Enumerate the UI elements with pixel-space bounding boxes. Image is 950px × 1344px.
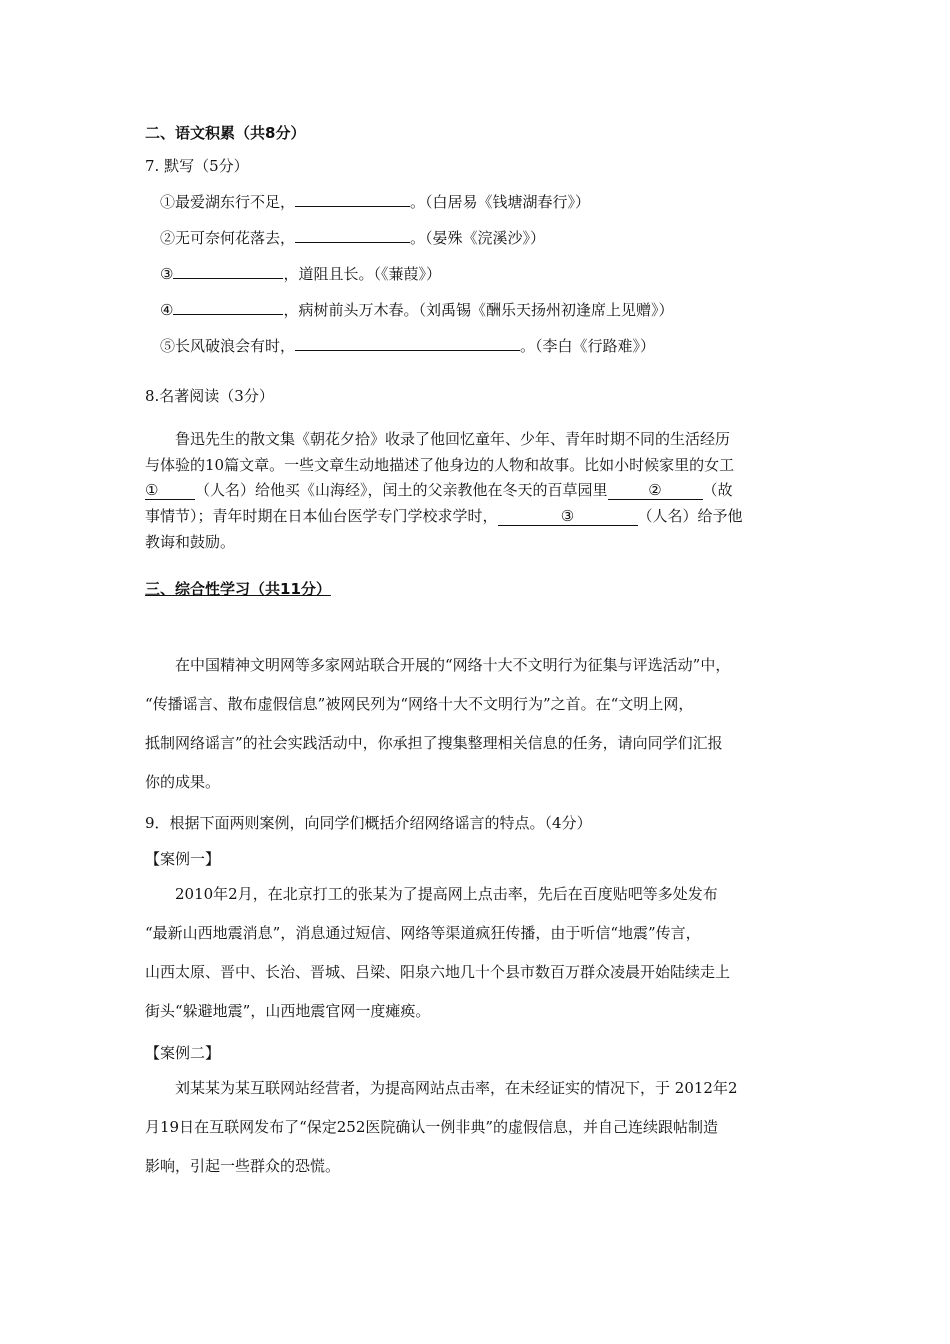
q8-line-4 <box>145 505 743 526</box>
case1-label: 【案例一】 <box>145 850 221 868</box>
q8-line-3-end: （故 <box>702 481 733 499</box>
intro-line-1: 在中国精神文明网等多家网站联合开展的“网络十大不文明行为征集与评选活动”中， <box>175 656 731 674</box>
case2-line-3: 影响，引起一些群众的恐慌。 <box>145 1157 341 1175</box>
q7-item-3-post: ，道阻且长。（《蒹葭》） <box>283 265 441 283</box>
intro-line-4: 你的成果。 <box>145 773 221 791</box>
q7-item-2 <box>160 227 545 248</box>
case2-label: 【案例二】 <box>145 1044 221 1062</box>
q7-item-4-post: ，病树前头万木春。（刘禹锡《酬乐天扬州初逢席上见赠》） <box>283 301 674 319</box>
case2-line-1: 刘某某为某互联网站经营者，为提高网站点击率，在未经证实的情况下，于 2012年2 <box>175 1079 738 1097</box>
q7-item-1 <box>160 191 590 212</box>
case1-line-4: 街头“躲避地震”，山西地震官网一度瘫痪。 <box>145 1002 431 1020</box>
q7-item-4 <box>160 299 673 320</box>
q7-title: 7. 默写（5分） <box>145 157 249 175</box>
q8-line-4-start: 事情节）；青年时期在日本仙台医学专门学校求学时， <box>145 507 498 525</box>
q8-line-5: 教诲和鼓励。 <box>145 533 236 551</box>
answer-blank-1[interactable] <box>295 192 410 207</box>
q7-item-5-post: 。（李白《行路难》） <box>520 337 656 355</box>
answer-blank-5[interactable] <box>295 336 520 351</box>
intro-line-2: “传播谣言、散布虚假信息”被网民列为“网络十大不文明行为”之首。在“文明上网， <box>145 695 694 713</box>
case1-line-1: 2010年2月，在北京打工的张某为了提高网上点击率，先后在百度贴吧等多处发布 <box>175 885 718 903</box>
q8-blank-2[interactable]: ② <box>608 481 703 500</box>
q7-item-3 <box>160 263 441 284</box>
q8-line-1: 鲁迅先生的散文集《朝花夕拾》收录了他回忆童年、少年、青年时期不同的生活经历 <box>175 430 731 448</box>
q8-line-4-end: （人名）给予他 <box>637 507 743 525</box>
q8-line-2: 与体验的10篇文章。一些文章生动地描述了他身边的人物和故事。比如小时候家里的女工 <box>145 456 735 474</box>
q7-item-5-pre: ⑤长风破浪会有时， <box>160 337 296 355</box>
q8-title: 8.名著阅读（3分） <box>145 387 274 405</box>
q8-line-3 <box>145 479 733 500</box>
answer-blank-4[interactable] <box>173 300 283 315</box>
section2-title: 二、语文积累（共8分） <box>145 124 306 142</box>
q7-item-1-post: 。（白居易《钱塘湖春行》） <box>410 193 591 211</box>
case1-line-2: “最新山西地震消息”，消息通过短信、网络等渠道疯狂传播，由于听信“地震”传言， <box>145 924 701 942</box>
case2-line-2: 月19日在互联网发布了“保定252医院确认一例非典”的虚假信息，并自己连续跟帖制造 <box>145 1118 719 1136</box>
q9-title: 9．根据下面两则案例，向同学们概括介绍网络谣言的特点。（4分） <box>145 814 592 832</box>
intro-line-3: 抵制网络谣言”的社会实践活动中，你承担了搜集整理相关信息的任务，请向同学们汇报 <box>145 734 723 752</box>
q7-item-2-pre: ②无可奈何花落去， <box>160 229 296 247</box>
q8-blank-3[interactable]: ③ <box>498 507 638 526</box>
q7-item-5 <box>160 335 655 356</box>
q8-blank-1[interactable]: ① <box>145 481 195 500</box>
case1-line-3: 山西太原、晋中、长治、晋城、吕梁、阳泉六地几十个县市数百万群众凌晨开始陆续走上 <box>145 963 731 981</box>
section3-title: 三、综合性学习（共11分） <box>145 580 331 598</box>
q7-item-2-post: 。（晏殊《浣溪沙》） <box>410 229 546 247</box>
q7-item-4-pre: ④ <box>160 301 174 319</box>
q7-item-1-pre: ①最爱湖东行不足， <box>160 193 296 211</box>
q7-item-3-pre: ③ <box>160 265 174 283</box>
answer-blank-3[interactable] <box>173 264 283 279</box>
answer-blank-2[interactable] <box>295 228 410 243</box>
q8-line-3-mid: （人名）给他买《山海经》，闰土的父亲教他在冬天的百草园里 <box>195 481 608 499</box>
